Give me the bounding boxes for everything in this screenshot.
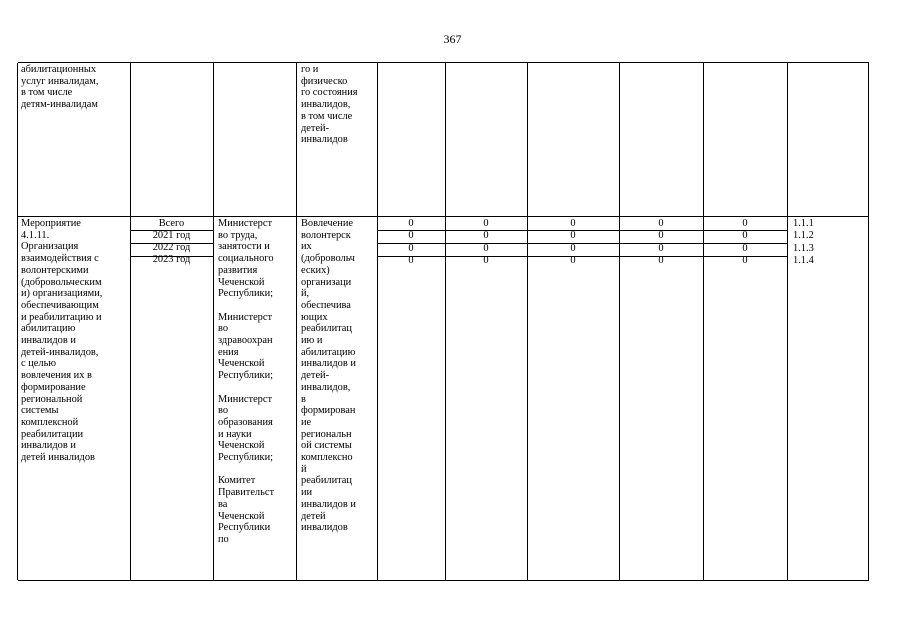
funding-column-2 [445, 218, 527, 268]
funding-value: 0 [742, 255, 748, 267]
expected-result: Вовлечение волонтерск их (добровольч еских) организаци й, обеспечива ющих реабилитац ию и абилитацию инвалидов и детей- инвалидов, в формирован ие региональн ой системы комплексно й реабилитац ии инвалидов и детей инвалидов [301, 218, 356, 534]
funding-value: 0 [483, 218, 489, 229]
program-table [18, 62, 869, 581]
funding-value: 0 [658, 242, 664, 254]
funding-value: 0 [742, 230, 748, 242]
indicator-code: 1.1.1 [793, 218, 814, 229]
funding-column-1 [377, 218, 445, 268]
funding-value: 0 [483, 230, 489, 242]
funding-value: 0 [483, 242, 489, 254]
responsible-executors: Министерст во труда, занятости и социального развития Чеченской Республики; Министерст во здравоохран ения Чеченской Республики; Министерст во образования и науки Чеченской Республики; Комитет Правительст ва Чеченской Республики по [218, 218, 275, 545]
funding-value: 0 [742, 218, 748, 229]
column-divider [377, 63, 378, 580]
indicator-code: 1.1.4 [793, 255, 814, 267]
table-border-left [17, 63, 18, 580]
event-title: Мероприятие 4.1.11. Организация взаимодействия с волонтерскими (добровольческим и) организациями, обеспечивающим и реабилитацию и абилитацию инвалидов и детей-инвалидов, с целью вовлечения их в формирование региональной системы комплексной реабилитации инвалидов и детей инвалидов [21, 218, 103, 464]
funding-value: 0 [408, 242, 414, 254]
period-total: Всего [158, 218, 185, 229]
top-row-description: абилитационных услуг инвалидам, в том числе детям-инвалидам [21, 64, 99, 111]
page-number: 367 [443, 32, 462, 46]
column-divider [527, 63, 528, 580]
indicator-code: 1.1.3 [793, 242, 814, 254]
funding-value: 0 [570, 242, 576, 254]
funding-value: 0 [742, 242, 748, 254]
funding-value: 0 [658, 230, 664, 242]
funding-column-5 [703, 218, 787, 268]
funding-value: 0 [408, 255, 414, 267]
column-divider [445, 63, 446, 580]
period-2023: 2023 год [152, 254, 191, 265]
column-divider [130, 63, 131, 580]
period-2022: 2022 год [152, 242, 191, 253]
period-list [130, 218, 213, 266]
funding-value: 0 [570, 230, 576, 242]
funding-value: 0 [408, 230, 414, 242]
row-divider [18, 216, 869, 217]
indicator-codes [793, 218, 863, 268]
funding-value: 0 [570, 255, 576, 267]
funding-value: 0 [483, 255, 489, 267]
funding-column-4 [619, 218, 703, 268]
top-row-result: го и физическо го состояния инвалидов, в том числе детей- инвалидов [301, 64, 358, 146]
column-divider [296, 63, 297, 580]
column-divider [787, 63, 788, 580]
indicator-code: 1.1.2 [793, 230, 814, 242]
funding-value: 0 [658, 218, 664, 229]
funding-column-3 [527, 218, 619, 268]
funding-value: 0 [408, 218, 414, 229]
column-divider [213, 63, 214, 580]
column-divider [703, 63, 704, 580]
table-border-right [868, 63, 869, 580]
column-divider [619, 63, 620, 580]
period-2021: 2021 год [152, 230, 191, 241]
funding-value: 0 [658, 255, 664, 267]
funding-value: 0 [570, 218, 576, 229]
